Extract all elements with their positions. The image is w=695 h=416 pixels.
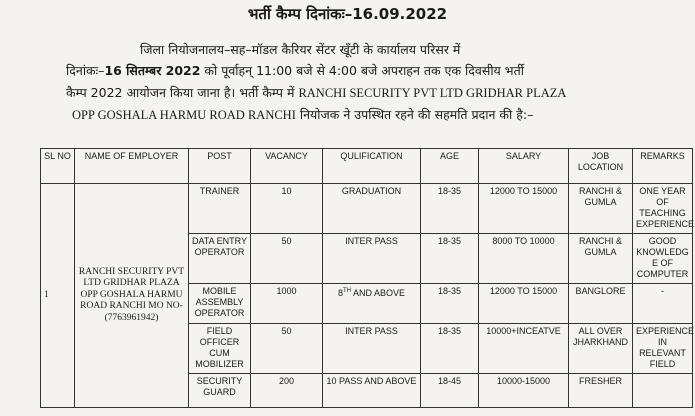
- age-cell: 18-45: [421, 374, 479, 408]
- location-cell: ALL OVER JHARKHAND: [569, 324, 633, 374]
- location-cell: RANCHI & GUMLA: [569, 234, 633, 284]
- header-salary: SALARY: [479, 149, 569, 184]
- intro-text: जिला नियोजनालय–सह–मॉडल कैरियर सेंटर खूँटी के कार्यालय परिसर में: [140, 42, 461, 57]
- header-post: POST: [189, 149, 251, 184]
- intro-line-4: [72, 105, 672, 125]
- vacancy-cell: 10: [251, 184, 323, 234]
- qualification-cell: INTER PASS: [323, 234, 421, 284]
- header-location: JOB LOCATION: [569, 149, 633, 184]
- age-cell: 18-35: [421, 234, 479, 284]
- intro-line-1: [140, 40, 695, 59]
- post-cell: MOBILE ASSEMBLY OPERATOR: [189, 284, 251, 324]
- header-sl: SL NO: [41, 149, 75, 184]
- header-remarks: REMARKS: [633, 149, 693, 184]
- post-cell: SECURITY GUARD: [189, 374, 251, 408]
- vacancy-cell: 200: [251, 374, 323, 408]
- recruitment-table-wrap: [40, 148, 695, 416]
- age-cell: 18-35: [421, 184, 479, 234]
- post-cell: DATA ENTRY OPERATOR: [189, 234, 251, 284]
- remarks-cell: GOOD KNOWLEDG E OF COMPUTER: [633, 234, 693, 284]
- age-cell: 18-35: [421, 284, 479, 324]
- vacancy-cell: 50: [251, 324, 323, 374]
- salary-cell: 10000-15000: [479, 374, 569, 408]
- intro-employer: OPP GOSHALA HARMU ROAD RANCHI: [72, 108, 296, 122]
- header-row: [41, 149, 693, 184]
- remarks-cell: ONE YEAR OF TEACHING EXPERIENCE: [633, 184, 693, 234]
- vacancy-cell: 50: [251, 234, 323, 284]
- remarks-cell: -: [633, 284, 693, 324]
- intro-employer: RANCHI SECURITY PVT LTD GRIDHAR PLAZA: [298, 86, 567, 100]
- salary-cell: 12000 TO 15000: [479, 284, 569, 324]
- page-title: भर्ती कैम्प दिनांकः–16.09.2022: [247, 5, 448, 23]
- salary-cell: 12000 TO 15000: [479, 184, 569, 234]
- header-vacancy: VACANCY: [251, 149, 323, 184]
- salary-cell: 8000 TO 10000: [479, 234, 569, 284]
- post-cell: TRAINER: [189, 184, 251, 234]
- table-row: [41, 184, 693, 234]
- header-age: AGE: [421, 149, 479, 184]
- recruitment-table: [40, 148, 693, 408]
- post-cell: FIELD OFFICER CUM MOBILIZER: [189, 324, 251, 374]
- salary-cell: 10000+INCEATVE: [479, 324, 569, 374]
- intro-text: नियोजक ने उपस्थित रहने की सहमति प्रदान की है:–: [295, 107, 534, 122]
- vacancy-cell: 1000: [251, 284, 323, 324]
- age-cell: 18-35: [421, 324, 479, 374]
- qualification-cell: GRADUATION: [323, 184, 421, 234]
- employer-cell: RANCHI SECURITY PVT LTD GRIDHAR PLAZA OPP GOSHALA HARMU ROAD RANCHI MO NO-(7763961942): [75, 184, 189, 408]
- qualification-sup: TH: [342, 288, 351, 294]
- intro-date: 16 सितम्बर 2022: [104, 63, 201, 78]
- header-employer: NAME OF EMPLOYER: [75, 149, 189, 184]
- qualification-base: 8: [337, 288, 343, 298]
- qualification-rest: AND ABOVE: [350, 288, 406, 298]
- location-cell: RANCHI & GUMLA: [569, 184, 633, 234]
- header-qualification: QULIFICATION: [323, 149, 421, 184]
- intro-line-3: [66, 83, 666, 103]
- qualification-cell: 10 PASS AND ABOVE: [323, 374, 421, 408]
- remarks-cell: [633, 374, 693, 408]
- intro-text: को पूर्वाहन् 11:00 बजे से 4:00 बजे अपराहन तक एक दिवसीय भर्ती: [200, 63, 524, 78]
- location-cell: BANGLORE: [569, 284, 633, 324]
- remarks-cell: EXPERIENCE IN RELEVANT FIELD: [633, 324, 693, 374]
- qualification-cell: [323, 284, 421, 324]
- intro-line-2: [66, 61, 666, 80]
- qualification-cell: INTER PASS: [323, 324, 421, 374]
- location-cell: FRESHER: [569, 374, 633, 408]
- intro-text: कैम्प 2022 आयोजन किया जाना है। भर्ती कैम्प में: [66, 85, 299, 100]
- sl-no-cell: 1: [41, 184, 75, 408]
- intro-text: दिनांकः–: [66, 63, 105, 78]
